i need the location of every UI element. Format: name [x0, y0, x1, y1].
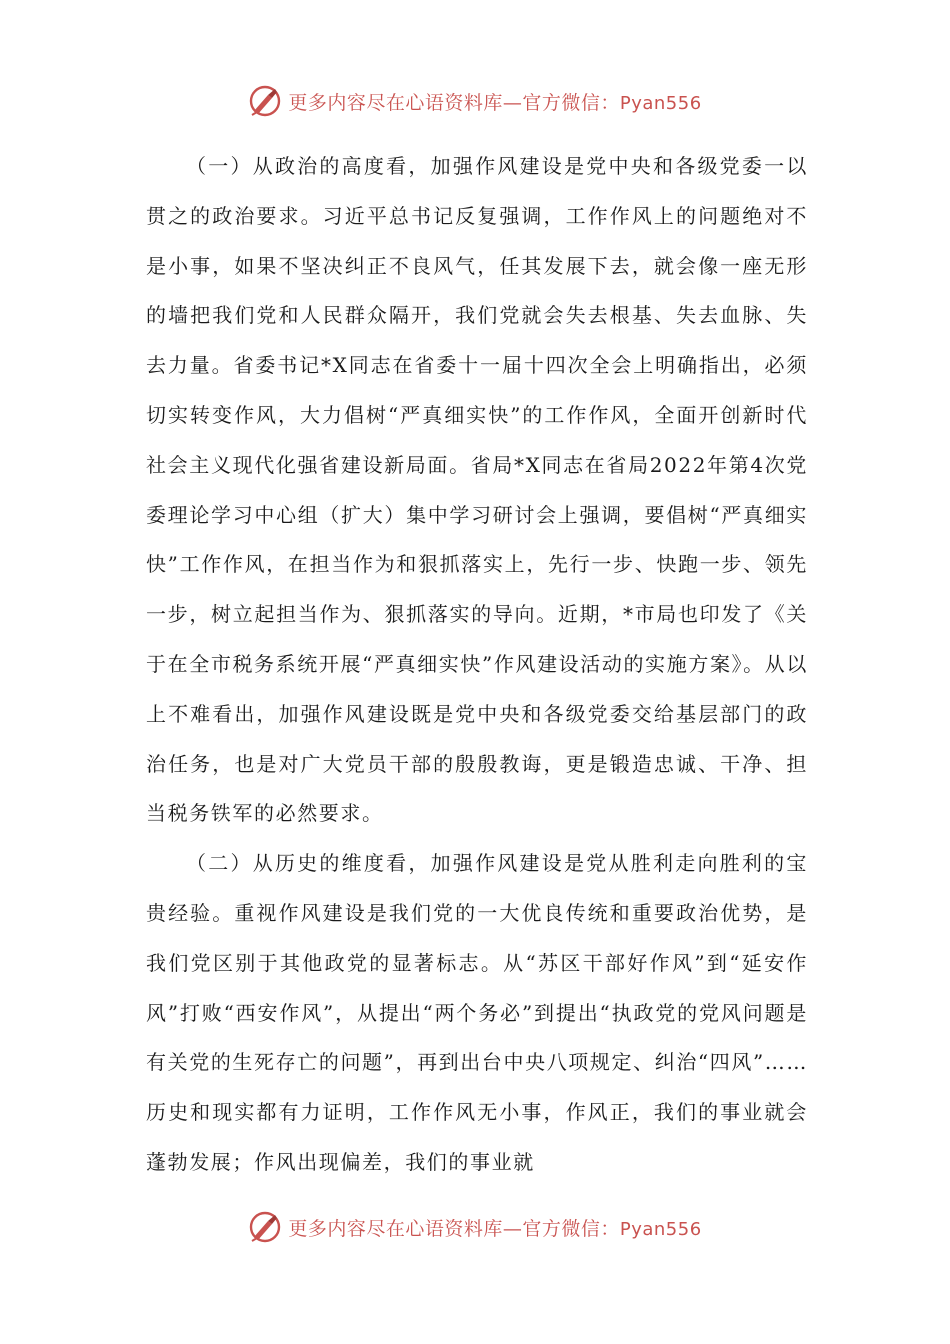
pen-logo-icon [248, 1210, 282, 1244]
paragraph-2: （二）从历史的维度看，加强作风建设是党从胜利走向胜利的宝贵经验。重视作风建设是我们党的一大优良传统和重要政治优势，是我们党区别于其他政党的显著标志。从“苏区干部好作风”到“延安作风”打败“西安作风”，从提出“两个务必”到提出“执政党的党风问题是有关党的生死存亡的问题”，再到出台中央八项规定、纠治“四风”……历史和现实都有力证明，工作作风无小事，作风正，我们的事业就会蓬勃发展；作风出现偏差，我们的事业就 [146, 851, 808, 1174]
pen-logo-icon [248, 84, 282, 118]
watermark-wechat-id: Pyan556 [619, 92, 702, 114]
footer-watermark [0, 1210, 950, 1244]
document-body [146, 142, 808, 1188]
watermark-slogan: 更多内容尽在心语资料库—官方微信： [288, 91, 620, 114]
paragraph-1: （一）从政治的高度看，加强作风建设是党中央和各级党委一以贯之的政治要求。习近平总书记反复强调，工作作风上的问题绝对不是小事，如果不坚决纠正不良风气，任其发展下去，就会像一座无形的墙把我们党和人民群众隔开，我们党就会失去根基、失去血脉、失去力量。省委书记*X同志在省委十一届十四次全会上明确指出，必须切实转变作风，大力倡树“严真细实快”的工作作风，全面开创新时代社会主义现代化强省建设新局面。省局*X同志在省局2022年第4次党委理论学习中心组（扩大）集中学习研讨会上强调，要倡树“严真细实快”工作作风，在担当作为和狠抓落实上，先行一步、快跑一步、领先一步，树立起担当作为、狠抓落实的导向。近期，*市局也印发了《关于在全市税务系统开展“严真细实快”作风建设活动的实施方案》。从以上不难看出，加强作风建设既是党中央和各级党委交给基层部门的政治任务，也是对广大党员干部的殷殷教诲，更是锻造忠诚、干净、担当税务铁军的必然要求。 [146, 154, 808, 826]
watermark-text [288, 1214, 701, 1241]
watermark-text [288, 88, 701, 115]
watermark-slogan: 更多内容尽在心语资料库—官方微信： [288, 1217, 620, 1240]
header-watermark [0, 84, 950, 118]
watermark-wechat-id: Pyan556 [619, 1218, 702, 1240]
